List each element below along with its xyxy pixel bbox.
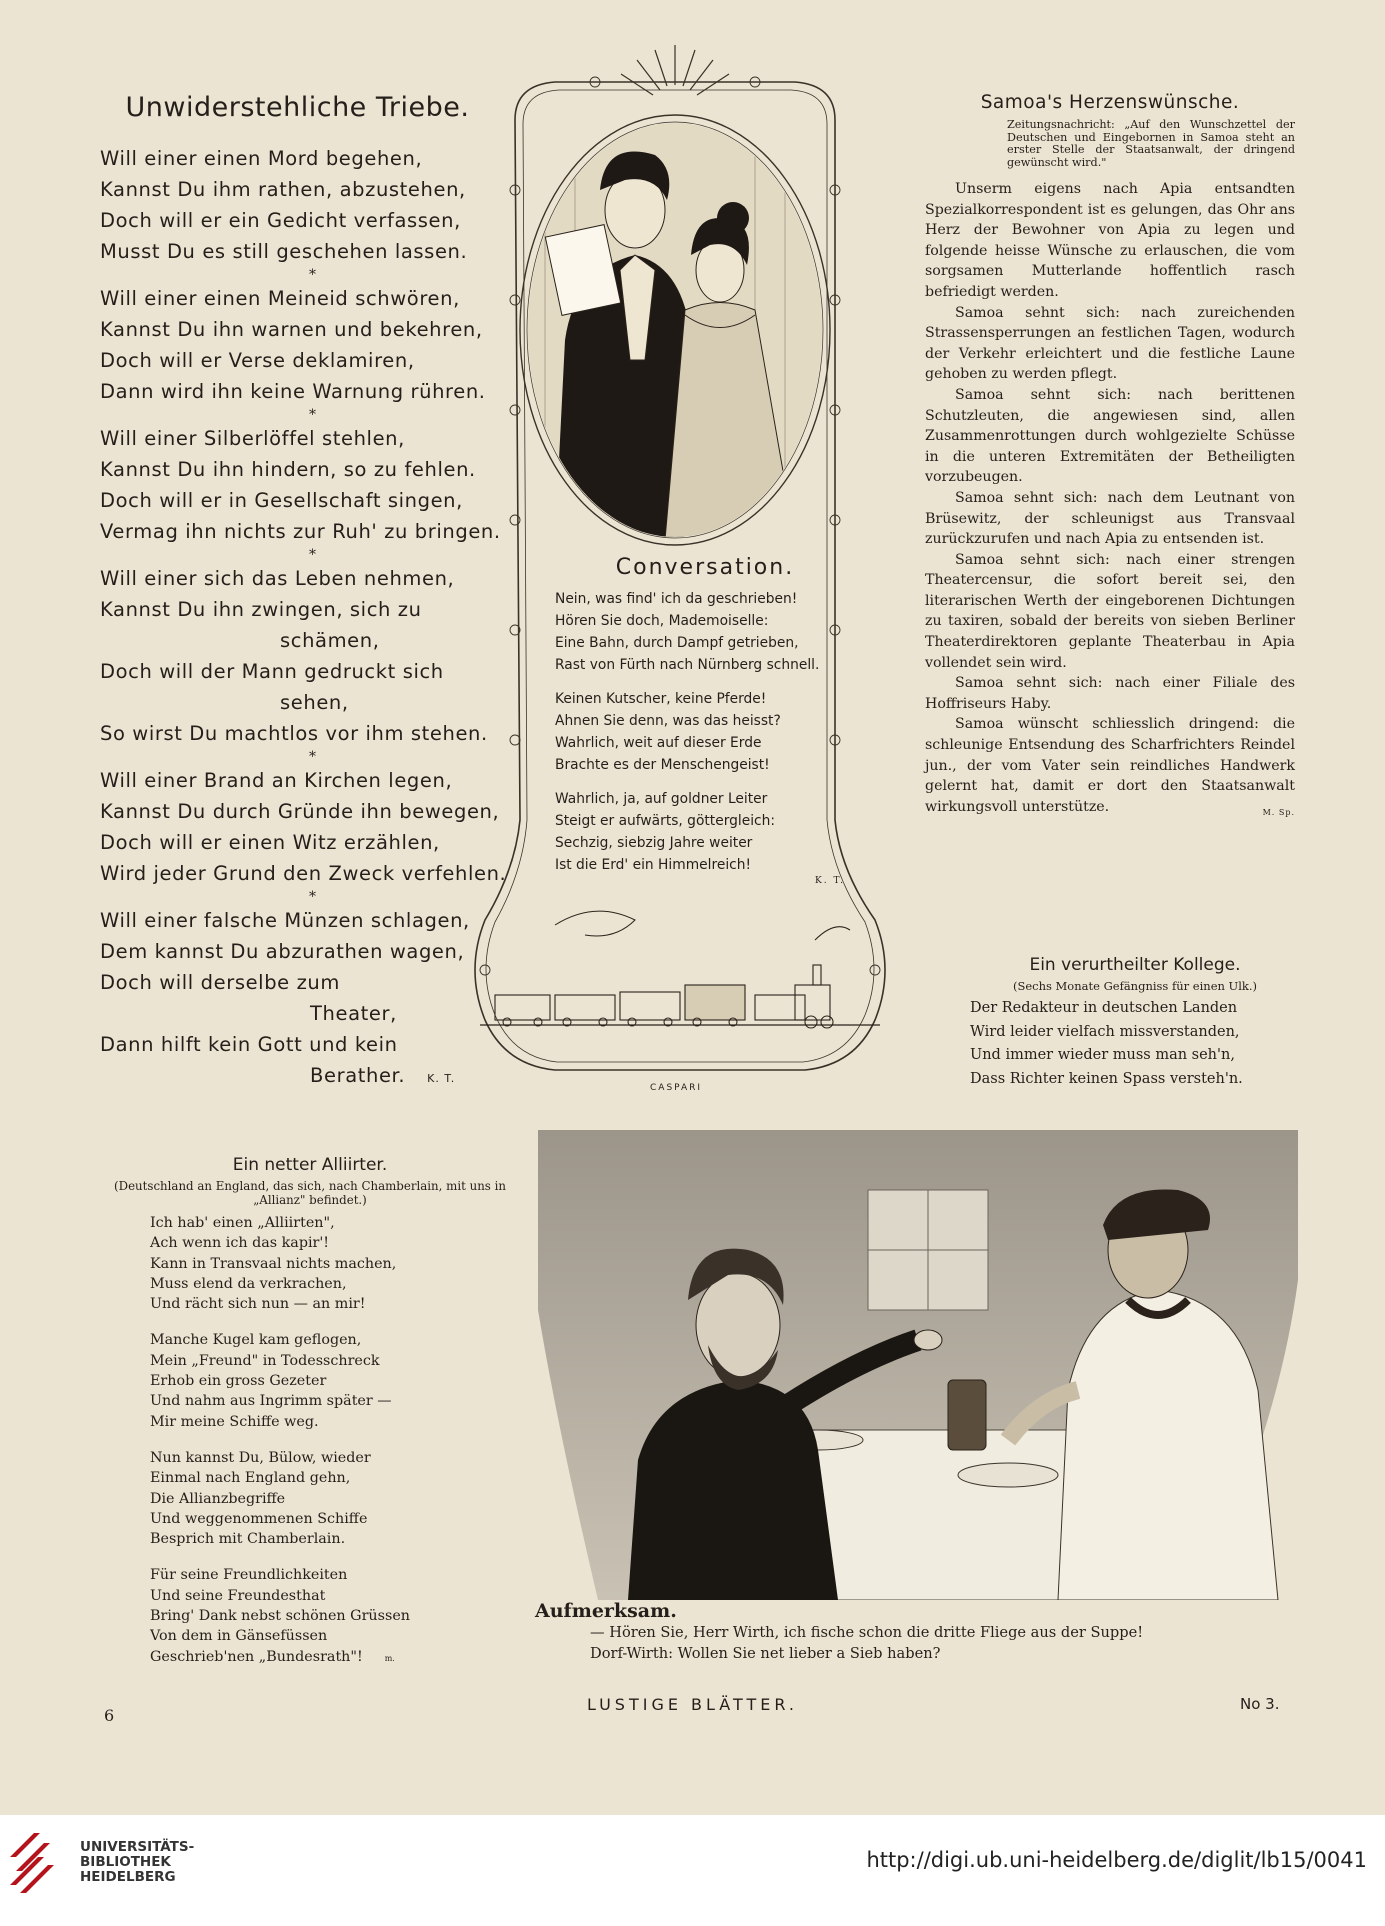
library-name-line: HEIDELBERG	[80, 1869, 176, 1885]
poem-line: Sechzig, siebzig Jahre weiter	[555, 835, 753, 851]
paragraph: Samoa sehnt sich: nach einer strengen Theatercensur, die sofort bereit sei, den literarischen Werth der eingeborenen Dichtungen zu taxiren, sobald der bereits von sieben Berliner Theaterdirektoren geplante Theaterbau in Apia vollendet sein wird.	[925, 551, 1295, 671]
poem-line: Mir meine Schiffe weg.	[150, 1413, 319, 1430]
poem-line: Will einer einen Mord begehen,	[100, 147, 423, 170]
poem-title: Conversation.	[615, 555, 795, 580]
poem-line: Und nahm aus Ingrimm später —	[150, 1393, 392, 1410]
stanza	[100, 563, 488, 749]
poem-line: Die Allianzbegriffe	[150, 1490, 286, 1507]
poem-line: Mein „Freund" in Todesschreck	[150, 1352, 380, 1369]
poem-subtitle: (Deutschland an England, das sich, nach Chamberlain, mit uns in „Allianz" befindet.)	[114, 1179, 506, 1207]
poem-line: Einmal nach England gehn,	[150, 1470, 351, 1487]
signature: K. T.	[427, 1072, 456, 1085]
caption-line: Dorf-Wirth: Wollen Sie net lieber a Sieb haben?	[590, 1645, 941, 1662]
paragraph: Unserm eigens nach Apia entsandten Spezialkorrespondent ist es gelungen, das Ohr ans Herz der Bewohner von Apia zu legen und folgende heisse Wünsche zu erlauschen, die vom sorgsamen Mutterlande hoffentlich rasch befriedigt werden.	[925, 181, 1295, 300]
poem-line: Will einer Brand an Kirchen legen,	[100, 769, 453, 792]
poem-line: Dann hilft kein Gott und kein	[100, 1033, 398, 1056]
poem-line: Musst Du es still geschehen lassen.	[100, 240, 468, 263]
stanza	[150, 1565, 510, 1668]
poem-line: Von dem in Gänsefüssen	[150, 1628, 328, 1645]
page-number: 6	[104, 1706, 115, 1725]
poem-line: Kannst Du ihn warnen und bekehren,	[100, 318, 483, 341]
illustration-caption	[535, 1600, 1315, 1664]
poem-line: Wird jeder Grund den Zweck verfehlen.	[100, 862, 507, 885]
poem-line: Eine Bahn, durch Dampf getrieben,	[555, 635, 799, 651]
poem-unwiderstehliche-triebe	[100, 92, 507, 1094]
poem-netter-alliirter	[110, 1155, 510, 1685]
poem-line: Ich hab' einen „Alliirten",	[150, 1215, 335, 1231]
article-samoa	[925, 92, 1295, 823]
stanza-separator: *	[309, 889, 316, 905]
article-title: Samoa's Herzenswünsche.	[980, 92, 1240, 113]
poem-line: Dem kannst Du abzurathen wagen,	[100, 940, 465, 963]
window	[868, 1190, 988, 1310]
poem-line: Vermag ihn nichts zur Ruh' zu bringen.	[100, 520, 501, 543]
stanza-gap	[555, 676, 855, 688]
stanza-separator: *	[309, 547, 316, 563]
poem-line: Für seine Freundlichkeiten	[150, 1567, 348, 1584]
stanza-separator: *	[309, 749, 316, 765]
poem-line: Erhob ein gross Gezeter	[150, 1373, 327, 1390]
poem-line: Will einer falsche Münzen schlagen,	[100, 909, 470, 932]
poem-line: So wirst Du machtlos vor ihm stehen.	[100, 722, 488, 745]
poem-line-text: Geschrieb'nen „Bundesrath"!	[150, 1648, 363, 1665]
poem-line: Doch will er in Gesellschaft singen,	[100, 489, 463, 512]
university-library-logo-icon	[6, 1827, 66, 1899]
poem-line: Doch will er einen Witz erzählen,	[100, 831, 440, 854]
signature: K. T.	[815, 876, 845, 886]
newspaper-note: Zeitungsnachricht: „Auf den Wunschzettel der Deutschen und Eingebornen in Samoa steht an erster Stelle der Staatsanwalt, der dringend gewünscht wird."	[1007, 118, 1295, 169]
poem-line: Und rächt sich nun — an mir!	[150, 1296, 366, 1313]
sun-rays-ornament	[621, 45, 729, 95]
couple-illustration	[515, 120, 835, 540]
stanza	[100, 423, 501, 547]
library-name-line: UNIVERSITÄTS-	[80, 1839, 195, 1855]
poem-line: Doch will er ein Gedicht verfassen,	[100, 209, 461, 232]
poem-line: Wahrlich, weit auf dieser Erde	[555, 735, 762, 751]
paragraph: Samoa sehnt sich: nach zureichenden Strassensperrungen an festlichen Tagen, wodurch der Verkehr erleichtert und die festliche Laune gehoben zu werden pflegt.	[925, 304, 1295, 383]
poem-line: Will einer Silberlöffel stehlen,	[100, 427, 405, 450]
poem-line: Doch will er Verse deklamiren,	[100, 349, 415, 372]
poem-line: Will einer sich das Leben nehmen,	[100, 567, 455, 590]
poem-line-text: Berather.	[310, 1064, 406, 1087]
poem-title: Ein verurtheilter Kollege.	[1029, 955, 1241, 975]
poem-line: Kannst Du durch Gründe ihn bewegen,	[100, 800, 500, 823]
poem-line: Und seine Freundesthat	[150, 1587, 326, 1604]
poem-line: Ach wenn ich das kapir'!	[150, 1235, 330, 1252]
poem-line: Nein, was find' ich da geschrieben!	[555, 591, 798, 607]
poem-line: Dann wird ihn keine Warnung rühren.	[100, 380, 486, 403]
poem-verurtheilter-kollege	[970, 955, 1300, 1091]
poem-line: Ahnen Sie denn, was das heisst?	[555, 713, 781, 729]
stanza	[150, 1213, 510, 1314]
poem-line: Besprich mit Chamberlain.	[150, 1531, 346, 1548]
poem-line: Der Redakteur in deutschen Landen	[970, 1000, 1238, 1016]
stanza	[100, 905, 485, 1094]
poem-line: Will einer einen Meineid schwören,	[100, 287, 460, 310]
poem-line: Doch will derselbe zum	[100, 971, 340, 994]
poem-line: Steigt er aufwärts, göttergleich:	[555, 813, 776, 829]
poem-line: Dass Richter keinen Spass versteh'n.	[970, 1070, 1243, 1087]
paragraph: Samoa sehnt sich: nach dem Leutnant von Brüsewitz, der schleunigst aus Transvaal zurückzurufen und nach Apia zu entsenden ist.	[925, 489, 1295, 548]
paragraph: Samoa sehnt sich: nach berittenen Schutzleuten, die angewiesen sind, allen Zusammenrottungen durch wohlgezielte Schüsse in die unteren Extremitäten der Betheiligten vorzubeugen.	[925, 386, 1295, 486]
poem-line: Kannst Du ihn hindern, so zu fehlen.	[100, 458, 476, 481]
poem-line	[100, 1060, 485, 1094]
stanza	[100, 765, 507, 889]
poem-line: Und weggenommenen Schiffe	[150, 1510, 368, 1527]
poem-subtitle: (Sechs Monate Gefängniss für einen Ulk.)	[1012, 979, 1258, 993]
paragraph-text: Samoa wünscht schliesslich dringend: die schleunige Entsendung des Scharfrichters Reindel jun., der vom Vater sein reindliches Handwerk gelernt hat, damit er dort den Staatsanwalt wirkungsvoll unterstütze.	[925, 716, 1295, 815]
library-name	[80, 1840, 194, 1885]
poem-line: Doch will der Mann gedruckt sich	[100, 660, 444, 683]
poem-line: Hören Sie doch, Mademoiselle:	[555, 613, 769, 629]
poem-line: Ist die Erd' ein Himmelreich!	[555, 857, 752, 873]
artist-signature: CASPARI	[650, 1083, 703, 1093]
poem-line: Wird leider vielfach missverstanden,	[970, 1023, 1240, 1040]
stanza-gap	[555, 776, 855, 788]
poem-line: Und immer wieder muss man seh'n,	[970, 1047, 1235, 1063]
poem-line: Muss elend da verkrachen,	[150, 1275, 347, 1292]
train-illustration	[480, 911, 880, 1028]
stanza	[150, 1330, 510, 1431]
poem-line: Keinen Kutscher, keine Pferde!	[555, 691, 767, 707]
poem-line: Kannst Du ihm rathen, abzustehen,	[100, 178, 466, 201]
issue-number: No 3.	[1240, 1695, 1280, 1713]
beer-mug	[948, 1380, 986, 1450]
poem-line: sehen,	[280, 691, 349, 714]
poem-line: Manche Kugel kam geflogen,	[150, 1332, 362, 1349]
paragraph: Samoa sehnt sich: nach einer Filiale des Hoffriseurs Haby.	[925, 675, 1295, 712]
library-name-line: BIBLIOTHEK	[80, 1854, 171, 1870]
poem-line: Theater,	[310, 1002, 397, 1025]
stanza-separator: *	[309, 267, 316, 283]
poem-line: Bring' Dank nebst schönen Grüssen	[150, 1608, 410, 1625]
stanza	[150, 1448, 510, 1549]
digitization-url-link[interactable]: http://digi.ub.uni-heidelberg.de/diglit/lb15/0041	[866, 1848, 1367, 1872]
poem-title: Unwiderstehliche Triebe.	[125, 92, 470, 123]
poem-title: Ein netter Alliirter.	[232, 1155, 388, 1175]
tavern-illustration	[538, 1130, 1298, 1600]
poem-line: Brachte es der Menschengeist!	[555, 757, 770, 773]
stanza-separator: *	[309, 407, 316, 423]
caption-line: — Hören Sie, Herr Wirth, ich fische schon die dritte Fliege aus der Suppe!	[590, 1624, 1144, 1641]
poem-conversation	[555, 555, 855, 886]
poem-line: Kann in Transvaal nichts machen,	[150, 1255, 397, 1272]
stanza	[100, 143, 485, 267]
poem-line: Wahrlich, ja, auf goldner Leiter	[555, 791, 768, 807]
poem-line: Rast von Fürth nach Nürnberg schnell.	[555, 657, 820, 673]
stanza	[100, 283, 485, 407]
signature: m.	[384, 1653, 395, 1663]
poem-line	[150, 1647, 510, 1669]
paragraph	[925, 714, 1295, 817]
poem-line: Kannst Du ihn zwingen, sich zu	[100, 598, 422, 621]
caption-title: Aufmerksam.	[535, 1600, 677, 1622]
magazine-title: LUSTIGE BLÄTTER.	[586, 1695, 799, 1714]
poem-line: Nun kannst Du, Bülow, wieder	[150, 1449, 371, 1466]
poem-line: schämen,	[280, 629, 380, 652]
food-plate	[958, 1463, 1058, 1487]
signature: M. Sp.	[1262, 807, 1295, 817]
